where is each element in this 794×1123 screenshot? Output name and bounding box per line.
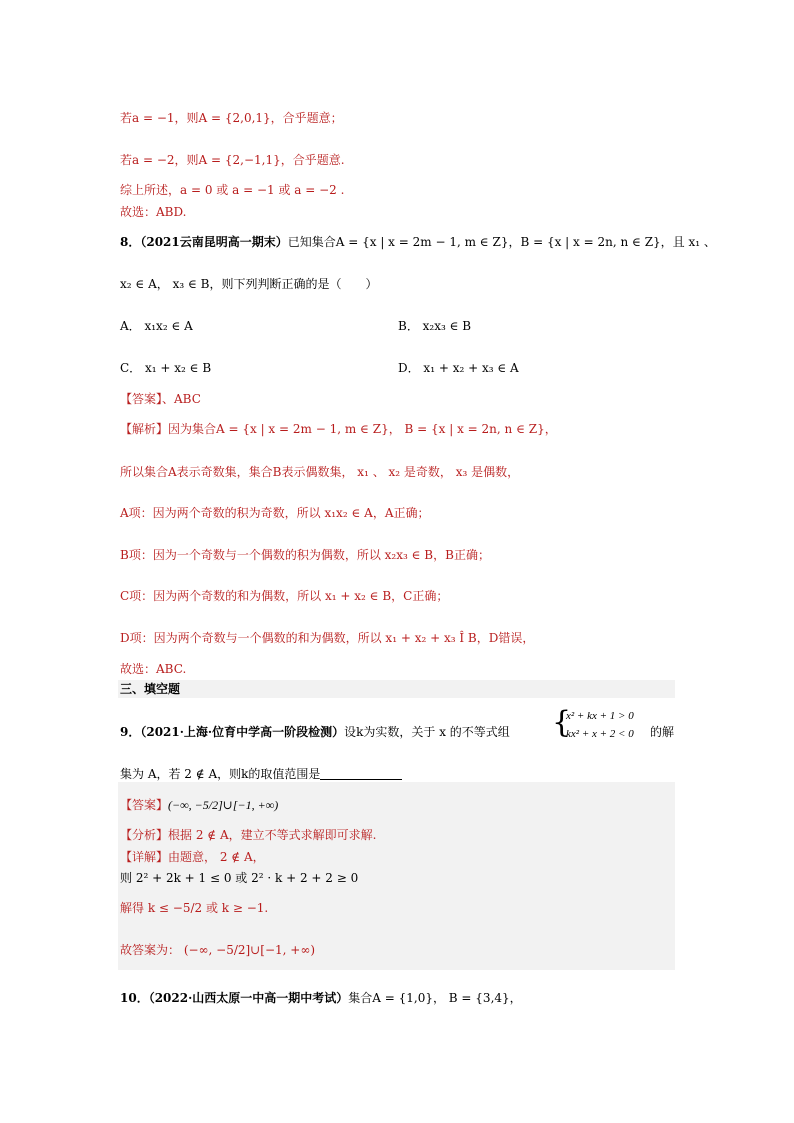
question-9-text: 设k为实数，关于 x 的不等式组 <box>344 725 510 739</box>
question-8-explanation-4: B项：因为一个奇数与一个偶数的积为偶数，所以 x₂x₃ ∈ B，B正确； <box>120 548 490 562</box>
question-9-analysis-line <box>120 827 376 843</box>
analysis-label: 【分析】 <box>120 828 169 842</box>
question-10-text: 集合A = {1,0}， B = {3,4}， <box>348 991 522 1005</box>
solution-summary: 综上所述，a = 0 或 a = −1 或 a = −2 . <box>120 183 345 197</box>
question-8-text: 已知集合A = {x | x = 2m − 1, m ∈ Z}，B = {x | x = 2n, n ∈ Z}，且 x₁ 、 <box>287 235 716 249</box>
option-a: A． x₁x₂ ∈ A <box>120 319 193 333</box>
question-9-text2: 集为 A，若 2 ∉ A，则k的取值范围是 <box>120 767 321 781</box>
question-9-detail-3: 解得 k ≤ −5/2 或 k ≥ −1. <box>120 901 269 915</box>
solution-line-a-neg2: 若a = −2，则A = {2,−1,1}，合乎题意. <box>120 153 345 167</box>
question-9-detail-line <box>120 849 265 865</box>
question-9-analysis: 根据 2 ∉ A，建立不等式求解即可求解. <box>168 828 377 842</box>
question-8-source: 8．（2021云南昆明高一期末） <box>120 235 288 249</box>
section-title-background <box>118 680 675 698</box>
detail-label: 【详解】 <box>120 850 169 864</box>
answer-blank[interactable] <box>320 768 402 780</box>
answer-label: 【答案】 <box>120 798 169 812</box>
question-9-final: 故答案为： (−∞, −5/2]∪[−1, +∞) <box>120 943 316 957</box>
solution-choice: 故选：ABD. <box>120 205 187 219</box>
question-8-explanation-1: 【解析】因为集合A = {x | x = 2m − 1, m ∈ Z}， B = {x | x = 2n, n ∈ Z}， <box>120 422 557 436</box>
question-9-text-end: 的解 <box>650 725 675 739</box>
question-9-source: 9．（2021·上海·位育中学高一阶段检测） <box>120 725 345 739</box>
option-d: D． x₁ + x₂ + x₃ ∈ A <box>398 361 519 375</box>
question-9-answer: (−∞, −5/2]∪[−1, +∞) <box>168 798 279 812</box>
question-10-source: 10．（2022·山西太原一中高一期中考试） <box>120 991 349 1005</box>
question-9-stem-line2 <box>120 766 402 782</box>
question-10-stem <box>120 990 522 1006</box>
question-8-explanation-3: A项：因为两个奇数的积为奇数，所以 x₁x₂ ∈ A，A正确； <box>120 506 430 520</box>
question-8-explanation-2: 所以集合A表示奇数集，集合B表示偶数集， x₁ 、 x₂ 是奇数， x₃ 是偶数， <box>120 465 520 479</box>
inequality-system-brace: { <box>552 705 572 740</box>
inequality-2: kx² + x + 2 < 0 <box>566 728 634 740</box>
option-c: C． x₁ + x₂ ∈ B <box>120 361 212 375</box>
question-9-detail-2: 则 2² + 2k + 1 ≤ 0 或 2² · k + 2 + 2 ≥ 0 <box>120 871 359 885</box>
question-8-answer: 【答案】、ABC <box>120 392 201 406</box>
question-8-stem <box>120 234 716 250</box>
section-title: 三、填空题 <box>120 682 181 696</box>
question-9-detail: 由题意， 2 ∉ A， <box>168 850 265 864</box>
question-8-conclusion: 故选：ABC. <box>120 662 187 676</box>
solution-line-a-neg1: 若a = −1，则A = {2,0,1}，合乎题意； <box>120 111 343 125</box>
question-8-stem-line2: x₂ ∈ A， x₃ ∈ B，则下列判断正确的是（ ） <box>120 277 378 291</box>
question-8-explanation-5: C项：因为两个奇数的和为偶数，所以 x₁ + x₂ ∈ B，C正确； <box>120 589 449 603</box>
question-9-stem <box>120 724 510 740</box>
question-9-answer-line <box>120 797 278 813</box>
question-8-explanation-6: D项：因为两个奇数与一个偶数的和为偶数，所以 x₁ + x₂ + x₃ Î B，D错误， <box>120 631 535 645</box>
option-b: B． x₂x₃ ∈ B <box>398 319 472 333</box>
inequality-1: x² + kx + 1 > 0 <box>566 710 634 722</box>
